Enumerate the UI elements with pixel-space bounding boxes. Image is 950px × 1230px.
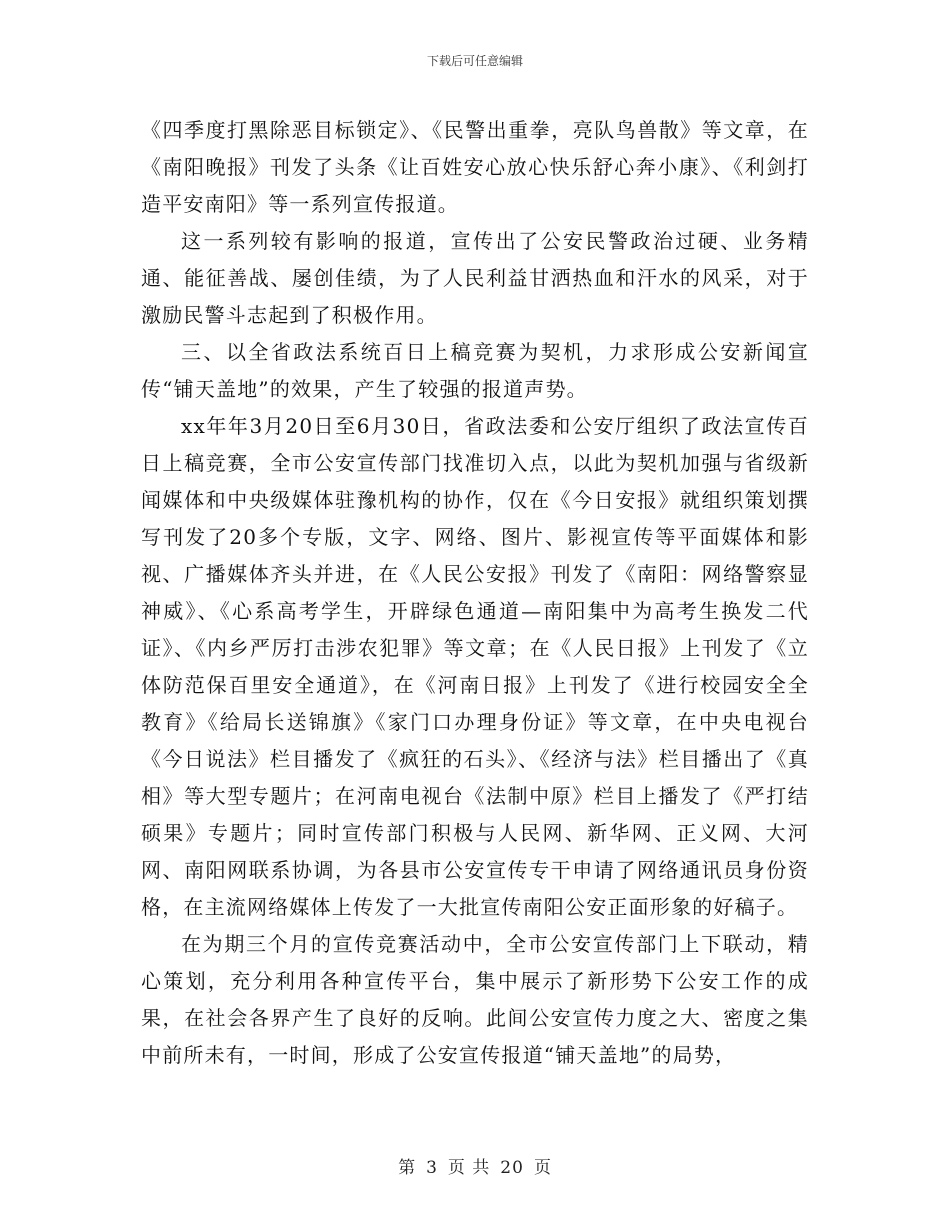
footer-prefix: 第	[398, 1158, 417, 1178]
paragraph-5: 在为期三个月的宣传竞赛活动中，全市公安宣传部门上下联动，精心策划，充分利用各种宣传平台，集中展示了新形势下公安工作的成果，在社会各界产生了良好的反响。此间公安宣传力度之大、密度之集中前所未有，一时间，形成了公安宣传报道“铺天盖地”的局势，	[141, 932, 809, 1067]
footer-current-page: 3	[426, 1158, 438, 1178]
document-body	[141, 112, 809, 1074]
footer-middle: 页 共	[447, 1158, 491, 1178]
paragraph-3: 三、以全省政法系统百日上稿竞赛为契机，力求形成公安新闻宣传“铺天盖地”的效果，产生了较强的报道声势。	[141, 340, 809, 401]
paragraph-2: 这一系列较有影响的报道，宣传出了公安民警政治过硬、业务精通、能征善战、屡创佳绩，为了人民利益甘洒热血和汗水的风采，对于激励民警斗志起到了积极作用。	[141, 229, 809, 327]
footer-total-pages: 20	[500, 1158, 524, 1178]
paragraph-4: xx年年3月20日至6月30日，省政法委和公安厅组织了政法宣传百日上稿竞赛，全市公安宣传部门找准切入点，以此为契机加强与省级新闻媒体和中央级媒体驻豫机构的协作，仅在《今日安报》就组织策划撰写刊发了20多个专版，文字、网络、图片、影视宣传等平面媒体和影视、广播媒体齐头并进，在《人民公安报》刊发了《南阳：网络警察显神威》、《心系高考学生，开辟绿色通道—南阳集中为高考生换发二代证》、《内乡严厉打击涉农犯罪》等文章；在《人民日报》上刊发了《立体防范保百里安全通道》，在《河南日报》上刊发了《进行校园安全全教育》《给局长送锦旗》《家门口办理身份证》等文章，在中央电视台《今日说法》栏目播发了《疯狂的石头》、《经济与法》栏目播出了《真相》等大型专题片；在河南电视台《法制中原》栏目上播发了《严打结硕果》专题片；同时宣传部门积极与人民网、新华网、正义网、大河网、南阳网联系协调，为各县市公安宣传专干申请了网络通讯员身份资格，在主流网络媒体上传发了一大批宣传南阳公安正面形象的好稿子。	[141, 414, 809, 919]
page-footer	[0, 1153, 950, 1178]
page-header: 下载后可任意编辑	[426, 54, 523, 68]
paragraph-1: 《四季度打黑除恶目标锁定》、《民警出重拳，亮队鸟兽散》等文章，在《南阳晚报》刊发了头条《让百姓安心放心快乐舒心奔小康》、《利剑打造平安南阳》等一系列宣传报道。	[141, 118, 809, 216]
footer-suffix: 页	[533, 1158, 552, 1178]
